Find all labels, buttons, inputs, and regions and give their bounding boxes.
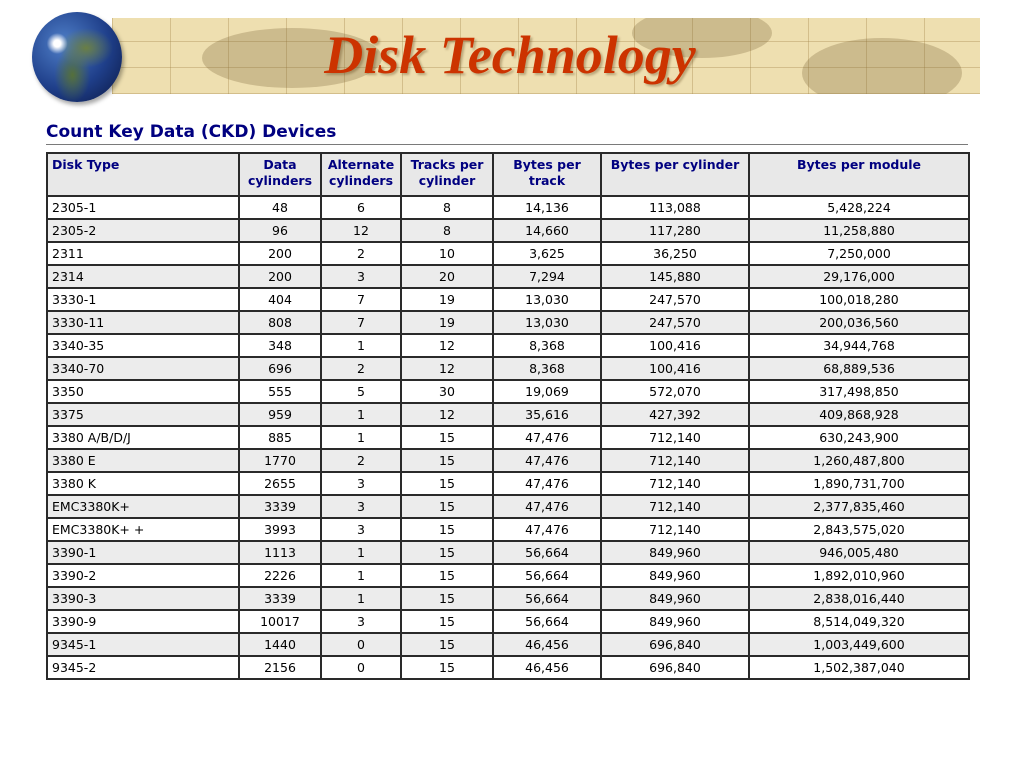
cell-data-cylinders: 1440 xyxy=(239,633,321,656)
cell-bytes-per-module: 68,889,536 xyxy=(749,357,969,380)
cell-bytes-per-module: 317,498,850 xyxy=(749,380,969,403)
table-body xyxy=(47,196,969,679)
cell-data-cylinders: 696 xyxy=(239,357,321,380)
table-row xyxy=(47,196,969,219)
cell-alternate-cylinders: 6 xyxy=(321,196,401,219)
cell-tracks-per-cylinder: 12 xyxy=(401,334,493,357)
cell-disk-type: 2311 xyxy=(47,242,239,265)
cell-disk-type: 9345-2 xyxy=(47,656,239,679)
cell-tracks-per-cylinder: 8 xyxy=(401,196,493,219)
cell-bytes-per-track: 47,476 xyxy=(493,495,601,518)
header-data-cylinders: Data cylinders xyxy=(239,153,321,196)
cell-bytes-per-cylinder: 696,840 xyxy=(601,633,749,656)
cell-data-cylinders: 404 xyxy=(239,288,321,311)
table-row xyxy=(47,219,969,242)
cell-bytes-per-module: 946,005,480 xyxy=(749,541,969,564)
table-row xyxy=(47,426,969,449)
cell-bytes-per-track: 3,625 xyxy=(493,242,601,265)
cell-tracks-per-cylinder: 15 xyxy=(401,541,493,564)
table-row xyxy=(47,334,969,357)
cell-bytes-per-cylinder: 712,140 xyxy=(601,472,749,495)
header-bytes-per-track: Bytes per track xyxy=(493,153,601,196)
cell-disk-type: 3350 xyxy=(47,380,239,403)
cell-bytes-per-module: 1,890,731,700 xyxy=(749,472,969,495)
cell-bytes-per-module: 29,176,000 xyxy=(749,265,969,288)
cell-bytes-per-cylinder: 247,570 xyxy=(601,311,749,334)
cell-bytes-per-module: 8,514,049,320 xyxy=(749,610,969,633)
cell-disk-type: 2314 xyxy=(47,265,239,288)
cell-data-cylinders: 3993 xyxy=(239,518,321,541)
cell-bytes-per-track: 46,456 xyxy=(493,633,601,656)
cell-tracks-per-cylinder: 15 xyxy=(401,472,493,495)
cell-tracks-per-cylinder: 15 xyxy=(401,426,493,449)
cell-alternate-cylinders: 3 xyxy=(321,265,401,288)
page-title: Disk Technology xyxy=(324,25,696,85)
cell-data-cylinders: 2655 xyxy=(239,472,321,495)
cell-alternate-cylinders: 2 xyxy=(321,357,401,380)
cell-bytes-per-track: 13,030 xyxy=(493,288,601,311)
cell-bytes-per-track: 7,294 xyxy=(493,265,601,288)
cell-disk-type: 9345-1 xyxy=(47,633,239,656)
table-row xyxy=(47,564,969,587)
cell-bytes-per-track: 47,476 xyxy=(493,472,601,495)
cell-disk-type: 3330-1 xyxy=(47,288,239,311)
cell-disk-type: 2305-1 xyxy=(47,196,239,219)
cell-alternate-cylinders: 2 xyxy=(321,242,401,265)
cell-alternate-cylinders: 0 xyxy=(321,633,401,656)
table-row xyxy=(47,288,969,311)
header-alternate-cylinders: Alternate cylinders xyxy=(321,153,401,196)
cell-disk-type: 3340-35 xyxy=(47,334,239,357)
table-row xyxy=(47,403,969,426)
cell-bytes-per-cylinder: 849,960 xyxy=(601,587,749,610)
cell-alternate-cylinders: 1 xyxy=(321,541,401,564)
cell-tracks-per-cylinder: 15 xyxy=(401,449,493,472)
cell-tracks-per-cylinder: 15 xyxy=(401,610,493,633)
cell-bytes-per-cylinder: 113,088 xyxy=(601,196,749,219)
cell-disk-type: 2305-2 xyxy=(47,219,239,242)
cell-tracks-per-cylinder: 15 xyxy=(401,587,493,610)
cell-bytes-per-cylinder: 100,416 xyxy=(601,334,749,357)
table-row xyxy=(47,380,969,403)
cell-bytes-per-module: 5,428,224 xyxy=(749,196,969,219)
cell-alternate-cylinders: 2 xyxy=(321,449,401,472)
cell-alternate-cylinders: 1 xyxy=(321,334,401,357)
cell-bytes-per-cylinder: 712,140 xyxy=(601,426,749,449)
cell-bytes-per-cylinder: 117,280 xyxy=(601,219,749,242)
cell-bytes-per-module: 1,003,449,600 xyxy=(749,633,969,656)
cell-tracks-per-cylinder: 19 xyxy=(401,288,493,311)
cell-alternate-cylinders: 1 xyxy=(321,403,401,426)
cell-alternate-cylinders: 1 xyxy=(321,426,401,449)
cell-data-cylinders: 555 xyxy=(239,380,321,403)
cell-alternate-cylinders: 1 xyxy=(321,564,401,587)
cell-alternate-cylinders: 12 xyxy=(321,219,401,242)
cell-tracks-per-cylinder: 12 xyxy=(401,403,493,426)
cell-bytes-per-track: 14,660 xyxy=(493,219,601,242)
cell-bytes-per-track: 14,136 xyxy=(493,196,601,219)
cell-disk-type: EMC3380K+ xyxy=(47,495,239,518)
cell-tracks-per-cylinder: 15 xyxy=(401,518,493,541)
table-row xyxy=(47,472,969,495)
cell-data-cylinders: 48 xyxy=(239,196,321,219)
table-row xyxy=(47,518,969,541)
cell-alternate-cylinders: 7 xyxy=(321,311,401,334)
cell-bytes-per-module: 11,258,880 xyxy=(749,219,969,242)
cell-tracks-per-cylinder: 15 xyxy=(401,564,493,587)
table-row xyxy=(47,656,969,679)
table-row xyxy=(47,357,969,380)
header-tracks-per-cylinder: Tracks per cylinder xyxy=(401,153,493,196)
cell-bytes-per-cylinder: 712,140 xyxy=(601,449,749,472)
cell-bytes-per-track: 8,368 xyxy=(493,334,601,357)
cell-data-cylinders: 808 xyxy=(239,311,321,334)
map-landmass xyxy=(802,38,962,94)
cell-data-cylinders: 1113 xyxy=(239,541,321,564)
cell-alternate-cylinders: 3 xyxy=(321,518,401,541)
cell-bytes-per-cylinder: 696,840 xyxy=(601,656,749,679)
cell-bytes-per-module: 7,250,000 xyxy=(749,242,969,265)
table-row xyxy=(47,242,969,265)
cell-bytes-per-track: 47,476 xyxy=(493,426,601,449)
cell-disk-type: 3380 E xyxy=(47,449,239,472)
cell-disk-type: 3340-70 xyxy=(47,357,239,380)
cell-tracks-per-cylinder: 15 xyxy=(401,495,493,518)
cell-bytes-per-module: 100,018,280 xyxy=(749,288,969,311)
cell-data-cylinders: 885 xyxy=(239,426,321,449)
cell-disk-type: 3330-11 xyxy=(47,311,239,334)
cell-bytes-per-cylinder: 36,250 xyxy=(601,242,749,265)
cell-alternate-cylinders: 5 xyxy=(321,380,401,403)
cell-alternate-cylinders: 3 xyxy=(321,610,401,633)
table-row xyxy=(47,311,969,334)
cell-bytes-per-module: 1,502,387,040 xyxy=(749,656,969,679)
cell-bytes-per-track: 19,069 xyxy=(493,380,601,403)
table-row xyxy=(47,587,969,610)
ckd-devices-table xyxy=(46,152,970,680)
cell-disk-type: 3380 A/B/D/J xyxy=(47,426,239,449)
cell-data-cylinders: 200 xyxy=(239,242,321,265)
cell-bytes-per-track: 35,616 xyxy=(493,403,601,426)
cell-bytes-per-cylinder: 849,960 xyxy=(601,541,749,564)
cell-data-cylinders: 959 xyxy=(239,403,321,426)
cell-disk-type: 3390-2 xyxy=(47,564,239,587)
table-row xyxy=(47,265,969,288)
cell-tracks-per-cylinder: 20 xyxy=(401,265,493,288)
cell-tracks-per-cylinder: 15 xyxy=(401,633,493,656)
cell-data-cylinders: 2226 xyxy=(239,564,321,587)
cell-data-cylinders: 2156 xyxy=(239,656,321,679)
cell-bytes-per-module: 1,892,010,960 xyxy=(749,564,969,587)
heading-divider xyxy=(46,144,968,145)
table-row xyxy=(47,541,969,564)
cell-alternate-cylinders: 1 xyxy=(321,587,401,610)
cell-tracks-per-cylinder: 19 xyxy=(401,311,493,334)
cell-bytes-per-cylinder: 145,880 xyxy=(601,265,749,288)
cell-alternate-cylinders: 3 xyxy=(321,472,401,495)
table-row xyxy=(47,610,969,633)
cell-data-cylinders: 200 xyxy=(239,265,321,288)
cell-bytes-per-track: 56,664 xyxy=(493,587,601,610)
cell-bytes-per-module: 200,036,560 xyxy=(749,311,969,334)
cell-disk-type: 3375 xyxy=(47,403,239,426)
cell-bytes-per-cylinder: 427,392 xyxy=(601,403,749,426)
cell-bytes-per-module: 2,843,575,020 xyxy=(749,518,969,541)
cell-tracks-per-cylinder: 8 xyxy=(401,219,493,242)
header-bytes-per-cylinder: Bytes per cylinder xyxy=(601,153,749,196)
cell-data-cylinders: 3339 xyxy=(239,587,321,610)
section-heading: Count Key Data (CKD) Devices xyxy=(46,122,337,142)
cell-bytes-per-module: 630,243,900 xyxy=(749,426,969,449)
cell-alternate-cylinders: 0 xyxy=(321,656,401,679)
cell-data-cylinders: 348 xyxy=(239,334,321,357)
cell-alternate-cylinders: 3 xyxy=(321,495,401,518)
cell-bytes-per-track: 13,030 xyxy=(493,311,601,334)
cell-bytes-per-track: 47,476 xyxy=(493,518,601,541)
cell-bytes-per-track: 8,368 xyxy=(493,357,601,380)
header-disk-type: Disk Type xyxy=(47,153,239,196)
table-row xyxy=(47,449,969,472)
cell-bytes-per-track: 46,456 xyxy=(493,656,601,679)
cell-data-cylinders: 1770 xyxy=(239,449,321,472)
cell-bytes-per-track: 56,664 xyxy=(493,541,601,564)
cell-disk-type: 3390-1 xyxy=(47,541,239,564)
cell-bytes-per-module: 34,944,768 xyxy=(749,334,969,357)
cell-bytes-per-module: 2,377,835,460 xyxy=(749,495,969,518)
cell-disk-type: 3380 K xyxy=(47,472,239,495)
cell-bytes-per-module: 2,838,016,440 xyxy=(749,587,969,610)
cell-bytes-per-cylinder: 849,960 xyxy=(601,610,749,633)
cell-bytes-per-cylinder: 100,416 xyxy=(601,357,749,380)
globe-icon xyxy=(32,12,122,102)
cell-bytes-per-track: 56,664 xyxy=(493,564,601,587)
cell-bytes-per-cylinder: 849,960 xyxy=(601,564,749,587)
cell-bytes-per-module: 409,868,928 xyxy=(749,403,969,426)
cell-tracks-per-cylinder: 30 xyxy=(401,380,493,403)
cell-bytes-per-track: 47,476 xyxy=(493,449,601,472)
cell-data-cylinders: 10017 xyxy=(239,610,321,633)
cell-data-cylinders: 96 xyxy=(239,219,321,242)
cell-tracks-per-cylinder: 10 xyxy=(401,242,493,265)
table-header-row xyxy=(47,153,969,196)
table-row xyxy=(47,633,969,656)
cell-disk-type: 3390-3 xyxy=(47,587,239,610)
cell-alternate-cylinders: 7 xyxy=(321,288,401,311)
cell-disk-type: EMC3380K+ + xyxy=(47,518,239,541)
cell-bytes-per-module: 1,260,487,800 xyxy=(749,449,969,472)
cell-bytes-per-cylinder: 712,140 xyxy=(601,495,749,518)
cell-tracks-per-cylinder: 15 xyxy=(401,656,493,679)
cell-tracks-per-cylinder: 12 xyxy=(401,357,493,380)
cell-disk-type: 3390-9 xyxy=(47,610,239,633)
cell-bytes-per-cylinder: 712,140 xyxy=(601,518,749,541)
table-row xyxy=(47,495,969,518)
cell-bytes-per-track: 56,664 xyxy=(493,610,601,633)
cell-data-cylinders: 3339 xyxy=(239,495,321,518)
cell-bytes-per-cylinder: 572,070 xyxy=(601,380,749,403)
header-bytes-per-module: Bytes per module xyxy=(749,153,969,196)
cell-bytes-per-cylinder: 247,570 xyxy=(601,288,749,311)
